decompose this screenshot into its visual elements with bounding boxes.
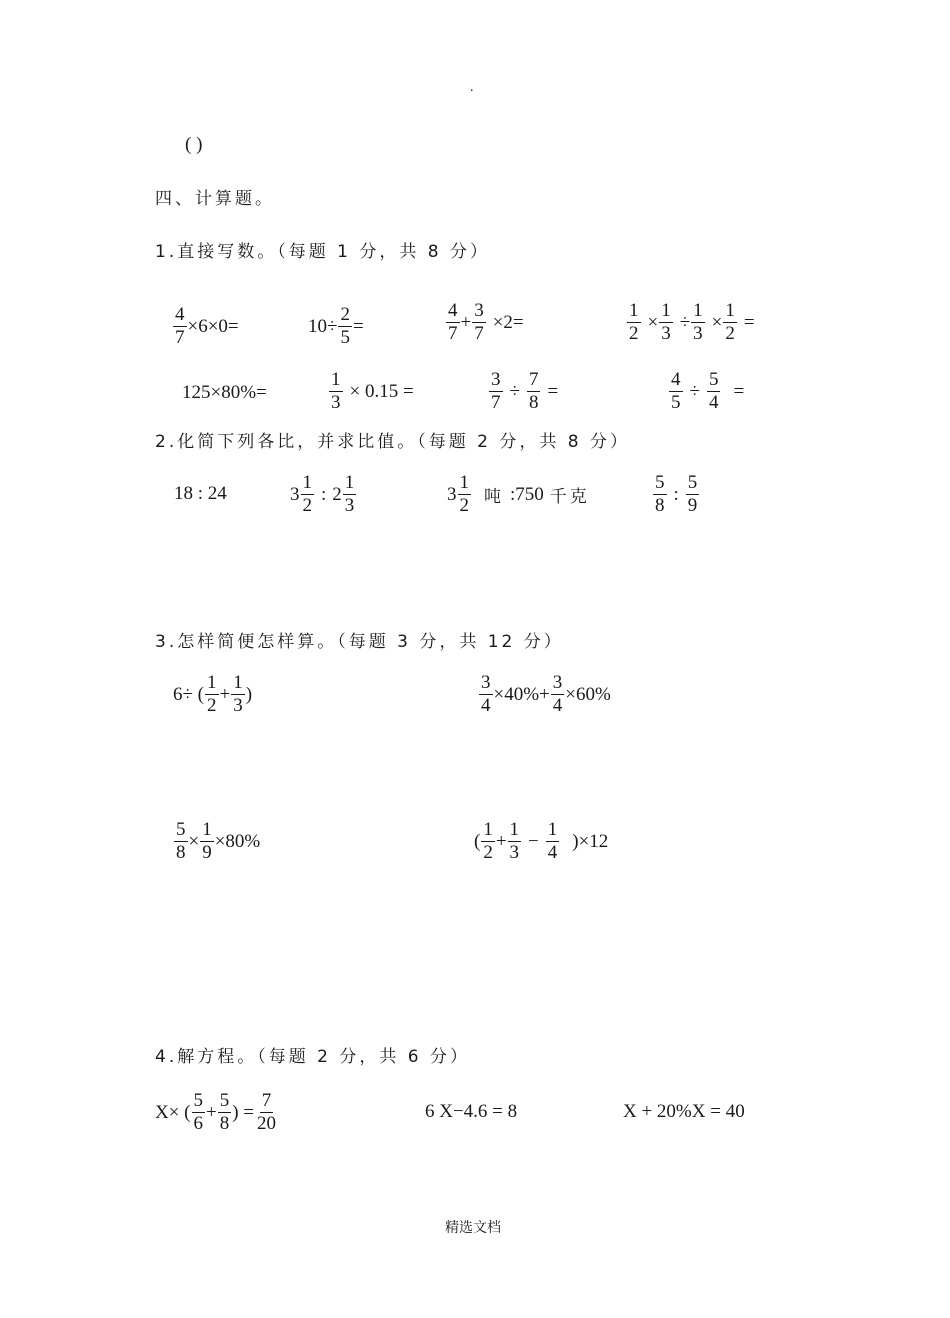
fraction: $\frac{5}{8}$ <box>219 1090 230 1134</box>
header-dot: . <box>470 80 474 95</box>
fraction: $\frac{1}{3}$ <box>661 300 671 344</box>
fraction: $\frac{7}{8}$ <box>528 369 539 413</box>
fraction: $\frac{5}{8}$ <box>655 472 665 516</box>
fraction: $\frac{3}{7}$ <box>474 300 484 344</box>
page-footer: 精选文档 <box>445 1220 501 1236</box>
q4-item-3: X + 20%X = 40 <box>623 1101 745 1122</box>
fraction: $\frac{1}{9}$ <box>202 819 212 863</box>
fraction: $\frac{5}{4}$ <box>708 369 719 413</box>
fraction: $\frac{1}{2}$ <box>725 300 735 344</box>
fraction: $\frac{2}{5}$ <box>340 304 350 348</box>
q3-title: 3.怎样简便怎样算。（每题 3 分，共 12 分） <box>155 632 564 652</box>
q2-item-3: 3 $\frac{1}{2}$ 吨 :750 千克 <box>447 472 590 516</box>
fraction: $\frac{7}{20}$ <box>257 1090 277 1134</box>
fraction: $\frac{1}{3}$ <box>509 819 520 863</box>
q3-item-3: $\frac{5}{8}$ × $\frac{1}{9}$ ×80% <box>176 819 261 863</box>
fraction: $\frac{1}{4}$ <box>547 819 558 863</box>
fraction: $\frac{1}{3}$ <box>344 472 355 516</box>
fraction: $\frac{1}{2}$ <box>207 672 217 716</box>
fraction: $\frac{3}{7}$ <box>491 369 501 413</box>
q4-title: 4.解方程。（每题 2 分，共 6 分） <box>155 1047 470 1067</box>
section-title: 四、计算题。 <box>155 189 275 209</box>
fraction: $\frac{4}{7}$ <box>175 304 185 348</box>
fraction: $\frac{3}{4}$ <box>552 672 563 716</box>
q1-item-7: $\frac{3}{7}$ ÷ $\frac{7}{8}$ = <box>491 369 559 413</box>
q1-item-8: $\frac{4}{5}$ ÷ $\frac{5}{4}$ = <box>671 369 745 413</box>
q3-item-4: ( $\frac{1}{2}$ + $\frac{1}{3}$ − $\frac{1}{4}$ )×12 <box>474 819 609 863</box>
fraction: $\frac{1}{3}$ <box>233 672 243 716</box>
q3-item-2: $\frac{3}{4}$ ×40%+ $\frac{3}{4}$ ×60% <box>481 672 611 716</box>
q1-item-1: $\frac{4}{7}$ ×6×0= <box>175 304 239 348</box>
q2-title: 2.化简下列各比，并求比值。（每题 2 分，共 8 分） <box>155 432 630 452</box>
q2-item-2: 3 $\frac{1}{2}$ : 2 $\frac{1}{3}$ <box>290 472 355 516</box>
fraction: $\frac{4}{5}$ <box>671 369 681 413</box>
q2-item-1: 18 : 24 <box>174 483 227 504</box>
q1-item-6: $\frac{1}{3}$ × 0.15 = <box>331 369 414 413</box>
q1-item-5: 125×80%= <box>182 382 267 403</box>
q3-item-1: 6÷ ( $\frac{1}{2}$ + $\frac{1}{3}$ ) <box>173 672 253 716</box>
q1-title: 1.直接写数。（每题 1 分，共 8 分） <box>155 242 490 262</box>
q2-item-4: $\frac{5}{8}$ : $\frac{5}{9}$ <box>655 472 698 516</box>
fraction: $\frac{3}{4}$ <box>481 672 491 716</box>
q4-item-2: 6 X−4.6 = 8 <box>425 1101 518 1122</box>
fraction: $\frac{1}{2}$ <box>483 819 493 863</box>
fraction: $\frac{1}{3}$ <box>693 300 703 344</box>
fraction: $\frac{1}{2}$ <box>459 472 469 516</box>
q1-item-2: 10÷ $\frac{2}{5}$ = <box>308 304 364 348</box>
fraction: $\frac{5}{6}$ <box>193 1090 204 1134</box>
fraction: $\frac{1}{2}$ <box>629 300 639 344</box>
fraction: $\frac{5}{9}$ <box>687 472 698 516</box>
answer-blank: ( ) <box>185 134 203 155</box>
q1-item-4: $\frac{1}{2}$ × $\frac{1}{3}$ ÷ $\frac{1}{3}$ × $\frac{1}{2}$ = <box>629 300 755 344</box>
fraction: $\frac{4}{7}$ <box>448 300 458 344</box>
fraction: $\frac{5}{8}$ <box>176 819 186 863</box>
fraction: $\frac{1}{2}$ <box>302 472 312 516</box>
fraction: $\frac{1}{3}$ <box>331 369 341 413</box>
q4-item-1: X× ( $\frac{5}{6}$ + $\frac{5}{8}$ ) = $\frac{7}{20}$ <box>155 1090 277 1134</box>
q1-item-3: $\frac{4}{7}$ + $\frac{3}{7}$ ×2= <box>448 300 524 344</box>
